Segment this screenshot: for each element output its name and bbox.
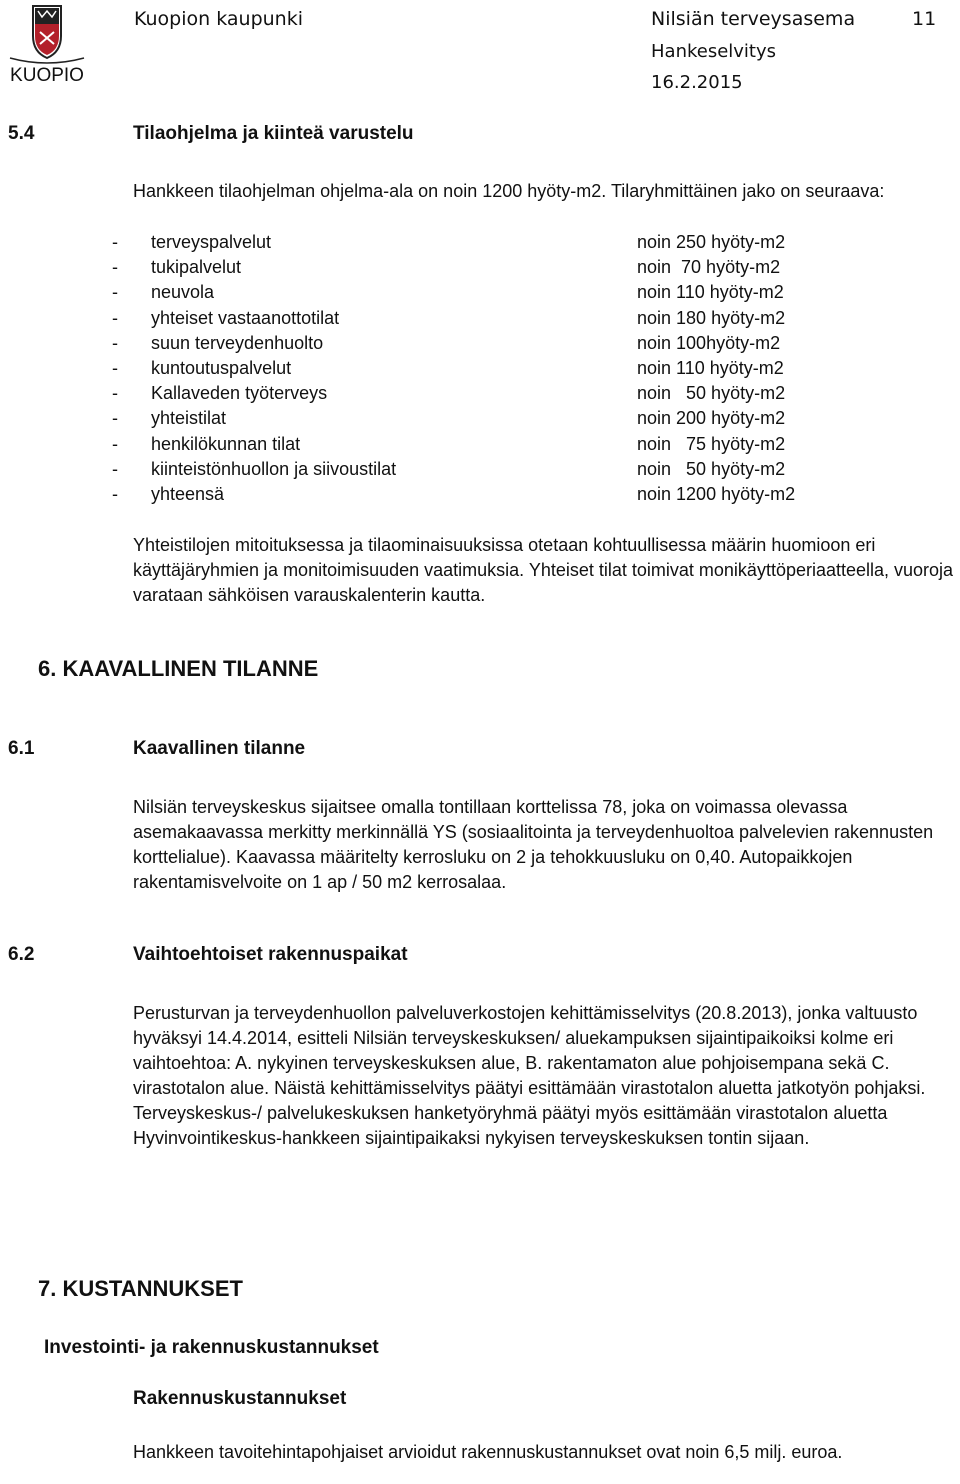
- section-6-heading: 6. KAAVALLINEN TILANNE: [38, 656, 319, 681]
- list-item-label: suun terveydenhuolto: [151, 332, 324, 353]
- section-7-subheading: Investointi- ja rakennuskustannukset: [44, 1337, 379, 1358]
- list-item-value: noin 1200 hyöty-m2: [637, 483, 796, 504]
- svg-text:KUOPIO: KUOPIO: [10, 65, 84, 86]
- list-bullet: -: [112, 282, 118, 303]
- list-item-value: noin 50 hyöty-m2: [637, 458, 786, 479]
- list-item: [112, 381, 852, 406]
- section-5-4-title: Tilaohjelma ja kiinteä varustelu: [133, 123, 414, 144]
- list-bullet: -: [112, 257, 118, 278]
- list-item: [112, 482, 852, 507]
- list-bullet: -: [112, 433, 118, 454]
- list-item-label: kuntoutuspalvelut: [151, 357, 292, 378]
- section-5-4-intro: Hankkeen tilaohjelman ohjelma-ala on noin 1200 hyöty-m2. Tilaryhmittäinen jako on seuraava:: [133, 181, 885, 201]
- list-bullet: -: [112, 332, 118, 353]
- section-5-4-outro: Yhteistilojen mitoituksessa ja tilaominaisuuksissa otetaan kohtuullisessa määrin huomioon eri käyttäjäryhmien ja monitoimisuuden vaatimuksia. Yhteiset tilat toimivat monikäyttöperiaatteella, vuoroja varataan sähköisen varauskalenterin kautta.: [133, 535, 954, 605]
- list-item-label: yhteistilat: [151, 408, 227, 429]
- list-item-value: noin 50 hyöty-m2: [637, 383, 786, 404]
- list-item: [112, 306, 852, 331]
- section-6-2-number: 6.2: [8, 944, 35, 965]
- list-item: [112, 280, 852, 305]
- section-5-4-number: 5.4: [8, 123, 35, 144]
- list-bullet: -: [112, 383, 118, 404]
- section-7-heading: 7. KUSTANNUKSET: [38, 1276, 243, 1301]
- kuopio-crest-icon: [4, 2, 90, 90]
- header-project: Nilsiän terveysasema: [651, 8, 856, 30]
- list-bullet: -: [112, 357, 118, 378]
- space-program-list: [112, 230, 852, 507]
- list-item-value: noin 110 hyöty-m2: [637, 357, 784, 378]
- list-item-label: yhteensä: [151, 483, 225, 504]
- list-item: [112, 432, 852, 457]
- section-6-2-title: Vaihtoehtoiset rakennuspaikat: [133, 944, 408, 965]
- section-6-1-title: Kaavallinen tilanne: [133, 738, 306, 759]
- header-date: 16.2.2015: [651, 72, 743, 93]
- list-item-label: yhteiset vastaanottotilat: [151, 307, 340, 328]
- section-7-text: Hankkeen tavoitehintapohjaiset arvioidut rakennuskustannukset ovat noin 6,5 milj. euroa.: [133, 1442, 843, 1462]
- header-page-number: 11: [912, 8, 937, 30]
- header-doc-type: Hankeselvitys: [651, 41, 777, 62]
- list-item: [112, 230, 852, 255]
- list-bullet: -: [112, 483, 118, 504]
- list-item-label: tukipalvelut: [151, 257, 242, 278]
- list-item: [112, 356, 852, 381]
- list-item-value: noin 180 hyöty-m2: [637, 307, 786, 328]
- list-item-value: noin 100hyöty-m2: [637, 332, 781, 353]
- list-item-value: noin 200 hyöty-m2: [637, 408, 786, 429]
- list-item-value: noin 110 hyöty-m2: [637, 282, 784, 303]
- header-city: Kuopion kaupunki: [134, 8, 304, 30]
- list-item: [112, 331, 852, 356]
- list-item-value: noin 70 hyöty-m2: [637, 257, 781, 278]
- section-6-1-number: 6.1: [8, 738, 35, 759]
- list-bullet: -: [112, 232, 118, 252]
- list-bullet: -: [112, 307, 118, 328]
- list-item-value: noin 75 hyöty-m2: [637, 433, 786, 454]
- list-bullet: -: [112, 408, 118, 429]
- list-item: [112, 457, 852, 482]
- list-bullet: -: [112, 458, 118, 479]
- list-item-value: noin 250 hyöty-m2: [637, 232, 786, 252]
- list-item: [112, 406, 852, 431]
- list-item-label: terveyspalvelut: [151, 232, 272, 252]
- list-item-label: Kallaveden työterveys: [151, 383, 328, 404]
- section-7-subsubheading: Rakennuskustannukset: [133, 1388, 347, 1409]
- list-item-label: kiinteistönhuollon ja siivoustilat: [151, 458, 397, 479]
- list-item-label: neuvola: [151, 282, 215, 303]
- list-item: [112, 255, 852, 280]
- kuopio-logo: [4, 2, 90, 90]
- section-6-2-text: Perusturvan ja terveydenhuollon palveluverkostojen kehittämisselvitys (20.8.2013), jonka valtuusto hyväksyi 14.4.2014, esitteli Nilsiän terveyskeskuksen/ aluekampuksen sijaintipaikoiksi kolme eri vaihtoehtoa: A. nykyinen terveyskeskuksen alue, B. rakentamaton alue pohjoisempana sekä C. virastotalon alue. Näistä kehittämisselvitys päätyi esittämään virastotalon aluetta jatkotyön pohjaksi. Terveyskeskus-/ palvelukeskuksen hanketyöryhmä päätyi myös esittämään virastotalon aluetta Hyvinvointikeskus-hankkeen sijaintipaikaksi nykyisen terveyskeskuksen tontin sijaan.: [133, 1003, 926, 1148]
- list-item-label: henkilökunnan tilat: [151, 433, 301, 454]
- section-6-1-text: Nilsiän terveyskeskus sijaitsee omalla tontillaan korttelissa 78, joka on voimassa olevassa asemakaavassa merkitty merkinnällä YS (sosiaalitointa ja terveydenhuoltoa palvelevien rakennusten korttelialue). Kaavassa määritelty kerrosluku on 2 ja tehokkuusluku on 0,40. Autopaikkojen rakentamisvelvoite on 1 ap / 50 m2 kerrosalaa.: [133, 797, 934, 892]
